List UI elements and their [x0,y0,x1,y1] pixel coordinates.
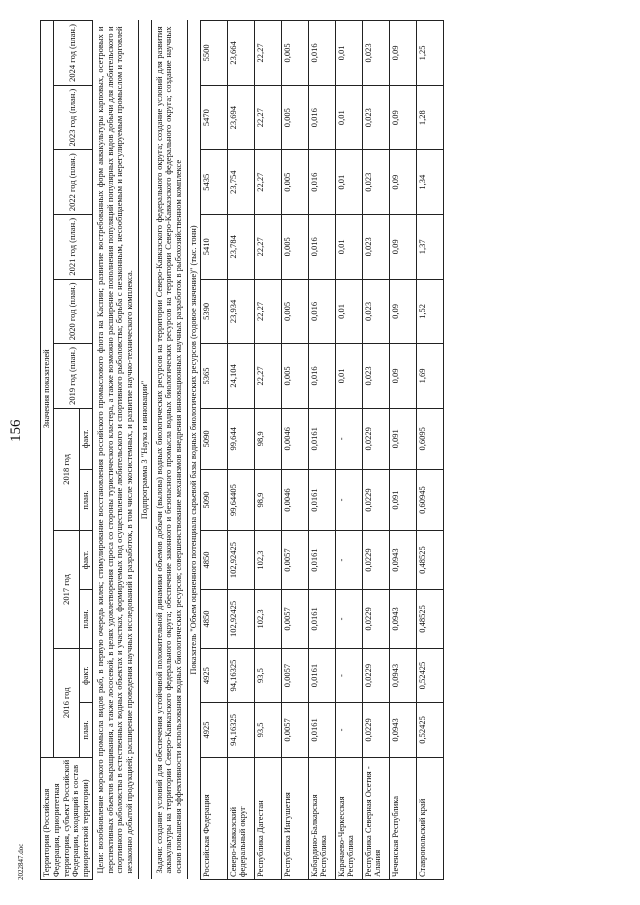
value-cell: 0,60945 [416,469,443,530]
value-cell: 1,37 [416,215,443,280]
value-cell: 22,27 [254,150,281,215]
table-row [308,21,335,880]
value-cell: 22,27 [254,344,281,409]
value-cell: 0,023 [362,21,389,86]
value-cell: 23,754 [227,150,254,215]
territory-name: Российская Федерация [200,757,227,879]
indicator-title: Показатель "Объем оцененного потенциала сырьевой базы водных биологических ресурсов (годовое значение)" (тыс. тонн) [187,21,200,880]
value-cell: 0,005 [281,344,308,409]
table-row [227,21,254,880]
value-cell: 0,09 [389,85,416,150]
value-cell: 0,52425 [416,703,443,757]
value-cell: 0,016 [308,85,335,150]
value-cell: 102,92425 [227,589,254,648]
value-cell: 0,01 [335,279,362,344]
table-row [281,21,308,880]
table-row [416,21,443,880]
value-cell: 5090 [200,469,227,530]
indicator-rows [200,21,443,880]
value-cell: 0,091 [389,408,416,469]
value-cell: 0,023 [362,215,389,280]
table-row [254,21,281,880]
value-cell: 0,0057 [281,648,308,702]
value-cell: 0,09 [389,279,416,344]
value-cell: 4925 [200,648,227,702]
value-cell: 0,0229 [362,648,389,702]
value-cell: 0,016 [308,215,335,280]
value-cell: - [335,703,362,757]
value-cell: 0,0046 [281,469,308,530]
value-cell: 22,27 [254,21,281,86]
territory-name: Республика Ингушетия [281,757,308,879]
year-header-2016: 2016 год [53,648,79,757]
value-cell: 0,01 [335,85,362,150]
territory-name: Ставропольский край [416,757,443,879]
table-row [335,21,362,880]
value-cell: 1,52 [416,279,443,344]
value-cell: 5410 [200,215,227,280]
value-cell: 0,0161 [308,648,335,702]
value-cell: 0,0943 [389,703,416,757]
value-cell: 0,09 [389,344,416,409]
value-cell: 23,694 [227,85,254,150]
value-cell: 0,0161 [308,703,335,757]
value-cell: 5090 [200,408,227,469]
value-cell: 94,16325 [227,703,254,757]
rotated-table-sheet [40,20,620,880]
value-cell: 0,023 [362,150,389,215]
value-cell: 0,023 [362,85,389,150]
year-header-2020: 2020 год (план.) [53,279,92,344]
value-cell: 1,69 [416,344,443,409]
value-cell: 99,644 [227,408,254,469]
value-cell: 0,005 [281,215,308,280]
value-cell: 0,0229 [362,589,389,648]
value-cell: - [335,408,362,469]
value-cell: 0,01 [335,344,362,409]
year-header-2017: 2017 год [53,531,79,649]
value-cell: 0,0229 [362,408,389,469]
value-cell: 0,016 [308,150,335,215]
value-cell: 0,01 [335,150,362,215]
page-number: 156 [8,419,24,442]
year-header-2019: 2019 год (план.) [53,344,92,409]
value-cell: 0,0229 [362,703,389,757]
value-cell: - [335,648,362,702]
year-header-2023: 2023 год (план.) [53,85,92,150]
value-cell: 102,92425 [227,531,254,590]
value-cell: 5470 [200,85,227,150]
value-cell: 0,016 [308,344,335,409]
value-cell: 99,64405 [227,469,254,530]
year-header-2018: 2018 год [53,408,79,530]
value-cell: 0,023 [362,279,389,344]
value-cell: 22,27 [254,279,281,344]
value-cell: 5365 [200,344,227,409]
document-file-id: 2022847.doc [17,843,25,880]
subheader-fact: факт. [80,648,93,702]
value-cell: 0,01 [335,215,362,280]
territory-name: Республика Северная Осетия - Алания [362,757,389,879]
value-cell: 0,09 [389,215,416,280]
subheader-plan: план. [80,703,93,757]
value-cell: 0,0057 [281,703,308,757]
year-header-2024: 2024 год (план.) [53,21,92,86]
value-cell: 4850 [200,531,227,590]
table-row [362,21,389,880]
value-cell: 102,3 [254,589,281,648]
year-header-2021: 2021 год (план.) [53,215,92,280]
values-header: Значения показателей [41,21,54,758]
value-cell: 0,0046 [281,408,308,469]
value-cell: 0,48525 [416,531,443,590]
value-cell: 4850 [200,589,227,648]
subheader-plan: план. [80,469,93,530]
value-cell: 0,0057 [281,589,308,648]
value-cell: 0,0943 [389,648,416,702]
value-cell: 0,0229 [362,469,389,530]
value-cell: 1,25 [416,21,443,86]
value-cell: 98,9 [254,469,281,530]
value-cell: 0,0161 [308,408,335,469]
value-cell: - [335,469,362,530]
year-header-2022: 2022 год (план.) [53,150,92,215]
value-cell: 0,09 [389,21,416,86]
value-cell: 4925 [200,703,227,757]
value-cell: 5500 [200,21,227,86]
territory-name: Карачаево-Черкесская Республика [335,757,362,879]
value-cell: 94,16325 [227,648,254,702]
value-cell: 93,5 [254,703,281,757]
territory-name: Северо-Кавказский федеральный округ [227,757,254,879]
value-cell: 0,005 [281,85,308,150]
value-cell: 0,52425 [416,648,443,702]
value-cell: 0,005 [281,150,308,215]
territory-column-header: Территория (Российская Федерация, приоритетная территория, субъект Российской Федерации, входящий в состав приоритетной территории) [41,757,93,879]
value-cell: 23,784 [227,215,254,280]
value-cell: 1,34 [416,150,443,215]
value-cell: 0,016 [308,279,335,344]
value-cell: 0,0229 [362,531,389,590]
value-cell: 0,005 [281,279,308,344]
value-cell: 0,005 [281,21,308,86]
value-cell: 93,5 [254,648,281,702]
tasks-text: Задачи: создание условий для обеспечения устойчивой положительной динамики объемов добычи (вылова) водных биологических ресурсов на территории Северо-Кавказского федерального округа; создание условий для развития аквакультуры на территории Северо-Кавказского федерального округа; обеспечение законного и безопасного промысла водных биологических ресурсов на территории Северо-Кавказского федерального округа; создание научных основ повышения эффективности использования водных биологических ресурсов; совершенствование механизмов внедрения инновационных научных разработок в рыбохозяйственном комплексе [151,21,187,880]
value-cell: 102,3 [254,531,281,590]
territory-name: Кабардино-Балкарская Республика [308,757,335,879]
value-cell: 0,0943 [389,531,416,590]
value-cell: 1,28 [416,85,443,150]
value-cell: 0,6095 [416,408,443,469]
value-cell: 0,016 [308,21,335,86]
value-cell: 5390 [200,279,227,344]
subheader-fact: факт. [80,531,93,590]
value-cell: 0,0057 [281,531,308,590]
table-row [200,21,227,880]
indicators-table [40,20,444,880]
subheader-fact: факт. [80,408,93,469]
table-row [389,21,416,880]
value-cell: 22,27 [254,85,281,150]
value-cell: 24,104 [227,344,254,409]
value-cell: 0,09 [389,150,416,215]
value-cell: 23,664 [227,21,254,86]
subprogram-title: Подпрограмма 3 "Наука и инновации" [138,21,151,880]
value-cell: 0,0161 [308,469,335,530]
value-cell: 0,0161 [308,531,335,590]
territory-name: Республика Дагестан [254,757,281,879]
goals-text: Цели: возобновление морского промысла видов рыб, в первую очередь килек; стимулирование восстановления российского промыслового флота на Каспии; развитие востребованных форм аквакультуры карповых, осетровых и перспективных объектов выращивания, а также лососевой, в целях удовлетворения спроса со стороны туристического кластера, а также возможно расширение пополнения популяций популярных видов добычи для любительского и спортивного рыболовства в естественных водных объектах и участках, формируемых под осуществление любительского и спортивного рыболовства; борьба с незаконным, несообщаемым и нерегулируемым промыслом и торговлей незаконно добытой продукцией; расширение проведения научных исследований и разработок, в том числе экосистемных, и развитие научно-технического комплекса. [92,21,138,880]
value-cell: 0,48525 [416,589,443,648]
value-cell: 22,27 [254,215,281,280]
value-cell: - [335,589,362,648]
value-cell: 0,091 [389,469,416,530]
value-cell: 23,934 [227,279,254,344]
value-cell: 98,9 [254,408,281,469]
subheader-plan: план. [80,589,93,648]
territory-name: Чеченская Республика [389,757,416,879]
value-cell: 0,0943 [389,589,416,648]
value-cell: 0,01 [335,21,362,86]
value-cell: 0,0161 [308,589,335,648]
value-cell: - [335,531,362,590]
value-cell: 0,023 [362,344,389,409]
value-cell: 5435 [200,150,227,215]
